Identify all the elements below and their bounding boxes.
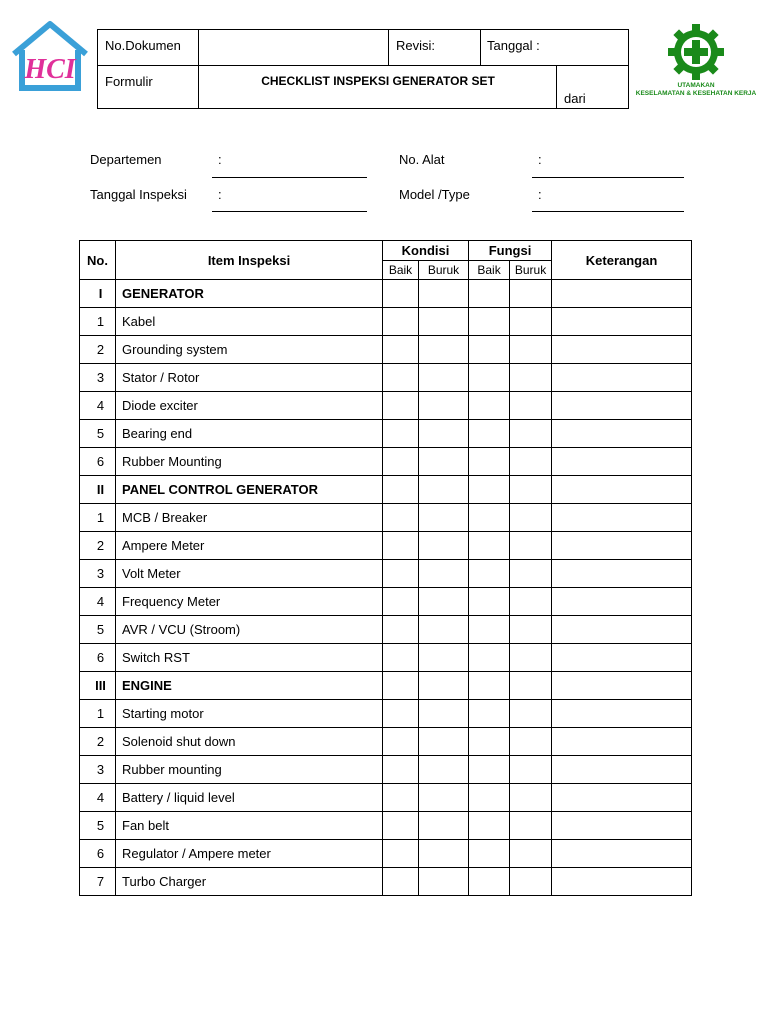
section-row xyxy=(80,476,692,504)
fungsi-buruk-cell[interactable] xyxy=(510,784,552,812)
row-number: 6 xyxy=(80,840,116,868)
k3-caption-line2: KESELAMATAN & KESEHATAN KERJA xyxy=(635,90,757,97)
fungsi-baik-cell[interactable] xyxy=(469,588,510,616)
header-kondisi-buruk: Buruk xyxy=(419,261,469,280)
kondisi-buruk-cell[interactable] xyxy=(419,476,469,504)
section-row xyxy=(80,672,692,700)
keterangan-cell[interactable] xyxy=(552,616,692,644)
table-row xyxy=(80,420,692,448)
fungsi-buruk-cell[interactable] xyxy=(510,644,552,672)
fungsi-buruk-cell[interactable] xyxy=(510,392,552,420)
model-type-label: Model /Type xyxy=(399,187,470,202)
table-row xyxy=(80,448,692,476)
item-name: Starting motor xyxy=(116,700,383,728)
kondisi-baik-cell[interactable] xyxy=(383,700,419,728)
item-name: Diode exciter xyxy=(116,392,383,420)
kondisi-buruk-cell[interactable] xyxy=(419,812,469,840)
kondisi-buruk-cell[interactable] xyxy=(419,504,469,532)
inspection-table xyxy=(79,240,692,896)
row-number: III xyxy=(80,672,116,700)
kondisi-baik-cell[interactable] xyxy=(383,588,419,616)
fungsi-baik-cell[interactable] xyxy=(469,756,510,784)
keterangan-cell[interactable] xyxy=(552,476,692,504)
kondisi-buruk-cell[interactable] xyxy=(419,420,469,448)
header-kondisi-baik: Baik xyxy=(383,261,419,280)
row-number: 1 xyxy=(80,504,116,532)
keterangan-cell[interactable] xyxy=(552,700,692,728)
item-name: Volt Meter xyxy=(116,560,383,588)
row-number: 6 xyxy=(80,644,116,672)
kondisi-buruk-cell[interactable] xyxy=(419,728,469,756)
row-number: 5 xyxy=(80,616,116,644)
header-fungsi: Fungsi xyxy=(469,241,552,261)
fungsi-baik-cell[interactable] xyxy=(469,812,510,840)
header-no: No. xyxy=(80,241,116,280)
fungsi-buruk-cell[interactable] xyxy=(510,700,552,728)
fungsi-buruk-cell[interactable] xyxy=(510,868,552,896)
kondisi-baik-cell[interactable] xyxy=(383,448,419,476)
table-row xyxy=(80,392,692,420)
table-row xyxy=(80,588,692,616)
keterangan-cell[interactable] xyxy=(552,756,692,784)
kondisi-baik-cell[interactable] xyxy=(383,280,419,308)
row-number: I xyxy=(80,280,116,308)
kondisi-baik-cell[interactable] xyxy=(383,364,419,392)
keterangan-cell[interactable] xyxy=(552,420,692,448)
fungsi-buruk-cell[interactable] xyxy=(510,476,552,504)
tanggal-inspeksi-colon: : xyxy=(218,187,222,202)
kondisi-buruk-cell[interactable] xyxy=(419,616,469,644)
item-name: Battery / liquid level xyxy=(116,784,383,812)
fungsi-baik-cell[interactable] xyxy=(469,420,510,448)
row-number: 5 xyxy=(80,812,116,840)
table-row xyxy=(80,700,692,728)
fungsi-buruk-cell[interactable] xyxy=(510,588,552,616)
item-name: Rubber mounting xyxy=(116,756,383,784)
keterangan-cell[interactable] xyxy=(552,364,692,392)
item-name: Grounding system xyxy=(116,336,383,364)
kondisi-buruk-cell[interactable] xyxy=(419,560,469,588)
fungsi-buruk-cell[interactable] xyxy=(510,532,552,560)
header-keterangan: Keterangan xyxy=(552,241,692,280)
fungsi-baik-cell[interactable] xyxy=(469,644,510,672)
kondisi-buruk-cell[interactable] xyxy=(419,392,469,420)
kondisi-baik-cell[interactable] xyxy=(383,672,419,700)
no-dokumen-label: No.Dokumen xyxy=(105,38,181,53)
fungsi-baik-cell[interactable] xyxy=(469,784,510,812)
row-number: 3 xyxy=(80,364,116,392)
fungsi-baik-cell[interactable] xyxy=(469,728,510,756)
kondisi-baik-cell[interactable] xyxy=(383,504,419,532)
keterangan-cell[interactable] xyxy=(552,868,692,896)
kondisi-buruk-cell[interactable] xyxy=(419,784,469,812)
kondisi-buruk-cell[interactable] xyxy=(419,308,469,336)
keterangan-cell[interactable] xyxy=(552,812,692,840)
kondisi-buruk-cell[interactable] xyxy=(419,868,469,896)
model-type-colon: : xyxy=(538,187,542,202)
item-name: Fan belt xyxy=(116,812,383,840)
fungsi-buruk-cell[interactable] xyxy=(510,756,552,784)
keterangan-cell[interactable] xyxy=(552,728,692,756)
fungsi-baik-cell[interactable] xyxy=(469,476,510,504)
kondisi-baik-cell[interactable] xyxy=(383,840,419,868)
row-number: II xyxy=(80,476,116,504)
item-name: Stator / Rotor xyxy=(116,364,383,392)
fungsi-buruk-cell[interactable] xyxy=(510,504,552,532)
kondisi-buruk-cell[interactable] xyxy=(419,756,469,784)
row-number: 2 xyxy=(80,728,116,756)
keterangan-cell[interactable] xyxy=(552,784,692,812)
table-row xyxy=(80,812,692,840)
kondisi-baik-cell[interactable] xyxy=(383,560,419,588)
tanggal-inspeksi-label: Tanggal Inspeksi xyxy=(90,187,187,202)
dari-label: dari xyxy=(564,91,586,106)
keterangan-cell[interactable] xyxy=(552,448,692,476)
item-name: Frequency Meter xyxy=(116,588,383,616)
house-logo-icon xyxy=(8,20,92,92)
item-name: Ampere Meter xyxy=(116,532,383,560)
table-row xyxy=(80,560,692,588)
kondisi-buruk-cell[interactable] xyxy=(419,280,469,308)
table-row xyxy=(80,784,692,812)
kondisi-baik-cell[interactable] xyxy=(383,476,419,504)
keterangan-cell[interactable] xyxy=(552,532,692,560)
fungsi-buruk-cell[interactable] xyxy=(510,812,552,840)
k3-logo xyxy=(634,22,758,102)
fungsi-baik-cell[interactable] xyxy=(469,364,510,392)
fungsi-baik-cell[interactable] xyxy=(469,308,510,336)
kondisi-baik-cell[interactable] xyxy=(383,532,419,560)
item-name: MCB / Breaker xyxy=(116,504,383,532)
row-number: 5 xyxy=(80,420,116,448)
header-fungsi-baik: Baik xyxy=(469,261,510,280)
item-name: AVR / VCU (Stroom) xyxy=(116,616,383,644)
row-number: 4 xyxy=(80,392,116,420)
revisi-label: Revisi: xyxy=(396,38,436,53)
fungsi-baik-cell[interactable] xyxy=(469,392,510,420)
k3-caption-line1: UTAMAKAN xyxy=(677,82,715,89)
fungsi-baik-cell[interactable] xyxy=(469,616,510,644)
kondisi-buruk-cell[interactable] xyxy=(419,532,469,560)
section-title: ENGINE xyxy=(116,672,383,700)
keterangan-cell[interactable] xyxy=(552,504,692,532)
fungsi-buruk-cell[interactable] xyxy=(510,420,552,448)
table-row xyxy=(80,532,692,560)
row-number: 3 xyxy=(80,756,116,784)
table-row xyxy=(80,504,692,532)
no-alat-label: No. Alat xyxy=(399,152,445,167)
table-row xyxy=(80,364,692,392)
section-title: PANEL CONTROL GENERATOR xyxy=(116,476,383,504)
fungsi-buruk-cell[interactable] xyxy=(510,448,552,476)
row-number: 7 xyxy=(80,868,116,896)
fungsi-baik-cell[interactable] xyxy=(469,868,510,896)
row-number: 3 xyxy=(80,560,116,588)
fungsi-buruk-cell[interactable] xyxy=(510,560,552,588)
fungsi-buruk-cell[interactable] xyxy=(510,728,552,756)
item-name: Solenoid shut down xyxy=(116,728,383,756)
fungsi-buruk-cell[interactable] xyxy=(510,616,552,644)
kondisi-buruk-cell[interactable] xyxy=(419,700,469,728)
item-name: Turbo Charger xyxy=(116,868,383,896)
table-row xyxy=(80,336,692,364)
fungsi-buruk-cell[interactable] xyxy=(510,364,552,392)
company-logo xyxy=(8,20,92,92)
section-row xyxy=(80,280,692,308)
kondisi-baik-cell[interactable] xyxy=(383,336,419,364)
fungsi-buruk-cell[interactable] xyxy=(510,280,552,308)
keterangan-cell[interactable] xyxy=(552,588,692,616)
kondisi-buruk-cell[interactable] xyxy=(419,588,469,616)
fungsi-baik-cell[interactable] xyxy=(469,280,510,308)
kondisi-baik-cell[interactable] xyxy=(383,616,419,644)
fungsi-buruk-cell[interactable] xyxy=(510,336,552,364)
kondisi-buruk-cell[interactable] xyxy=(419,336,469,364)
kondisi-baik-cell[interactable] xyxy=(383,728,419,756)
keterangan-cell[interactable] xyxy=(552,672,692,700)
item-name: Kabel xyxy=(116,308,383,336)
kondisi-baik-cell[interactable] xyxy=(383,420,419,448)
header-kondisi: Kondisi xyxy=(383,241,469,261)
fungsi-baik-cell[interactable] xyxy=(469,336,510,364)
item-name: Rubber Mounting xyxy=(116,448,383,476)
row-number: 2 xyxy=(80,336,116,364)
item-name: Bearing end xyxy=(116,420,383,448)
formulir-label: Formulir xyxy=(105,74,153,89)
kondisi-baik-cell[interactable] xyxy=(383,308,419,336)
row-number: 4 xyxy=(80,588,116,616)
document-header xyxy=(97,29,629,109)
fungsi-baik-cell[interactable] xyxy=(469,504,510,532)
kondisi-buruk-cell[interactable] xyxy=(419,364,469,392)
no-alat-field[interactable] xyxy=(532,177,684,178)
row-number: 2 xyxy=(80,532,116,560)
header-item-inspeksi: Item Inspeksi xyxy=(116,241,383,280)
keterangan-cell[interactable] xyxy=(552,392,692,420)
tanggal-label: Tanggal : xyxy=(487,38,540,53)
table-row xyxy=(80,868,692,896)
model-type-field[interactable] xyxy=(532,211,684,212)
kondisi-baik-cell[interactable] xyxy=(383,392,419,420)
table-row xyxy=(80,756,692,784)
keterangan-cell[interactable] xyxy=(552,308,692,336)
fungsi-baik-cell[interactable] xyxy=(469,840,510,868)
logo-text: HCI xyxy=(24,54,76,85)
document-title: CHECKLIST INSPEKSI GENERATOR SET xyxy=(261,74,495,88)
kondisi-baik-cell[interactable] xyxy=(383,756,419,784)
row-number: 1 xyxy=(80,308,116,336)
no-alat-colon: : xyxy=(538,152,542,167)
table-row xyxy=(80,616,692,644)
table-row xyxy=(80,308,692,336)
inspection-table-body xyxy=(80,280,692,896)
keterangan-cell[interactable] xyxy=(552,280,692,308)
item-name: Switch RST xyxy=(116,644,383,672)
keterangan-cell[interactable] xyxy=(552,560,692,588)
fungsi-baik-cell[interactable] xyxy=(469,700,510,728)
section-title: GENERATOR xyxy=(116,280,383,308)
kondisi-buruk-cell[interactable] xyxy=(419,672,469,700)
fungsi-baik-cell[interactable] xyxy=(469,672,510,700)
k3-gear-cross-icon xyxy=(634,22,758,82)
keterangan-cell[interactable] xyxy=(552,644,692,672)
keterangan-cell[interactable] xyxy=(552,336,692,364)
kondisi-baik-cell[interactable] xyxy=(383,784,419,812)
table-row xyxy=(80,840,692,868)
departemen-field[interactable] xyxy=(212,177,367,178)
kondisi-buruk-cell[interactable] xyxy=(419,840,469,868)
fungsi-baik-cell[interactable] xyxy=(469,532,510,560)
kondisi-baik-cell[interactable] xyxy=(383,868,419,896)
header-fungsi-buruk: Buruk xyxy=(510,261,552,280)
kondisi-baik-cell[interactable] xyxy=(383,644,419,672)
departemen-colon: : xyxy=(218,152,222,167)
keterangan-cell[interactable] xyxy=(552,840,692,868)
table-row xyxy=(80,728,692,756)
row-number: 6 xyxy=(80,448,116,476)
table-row xyxy=(80,644,692,672)
row-number: 1 xyxy=(80,700,116,728)
tanggal-inspeksi-field[interactable] xyxy=(212,211,367,212)
item-name: Regulator / Ampere meter xyxy=(116,840,383,868)
row-number: 4 xyxy=(80,784,116,812)
kondisi-buruk-cell[interactable] xyxy=(419,644,469,672)
fungsi-baik-cell[interactable] xyxy=(469,560,510,588)
fungsi-buruk-cell[interactable] xyxy=(510,840,552,868)
kondisi-baik-cell[interactable] xyxy=(383,812,419,840)
kondisi-buruk-cell[interactable] xyxy=(419,448,469,476)
departemen-label: Departemen xyxy=(90,152,162,167)
fungsi-buruk-cell[interactable] xyxy=(510,672,552,700)
fungsi-baik-cell[interactable] xyxy=(469,448,510,476)
fungsi-buruk-cell[interactable] xyxy=(510,308,552,336)
